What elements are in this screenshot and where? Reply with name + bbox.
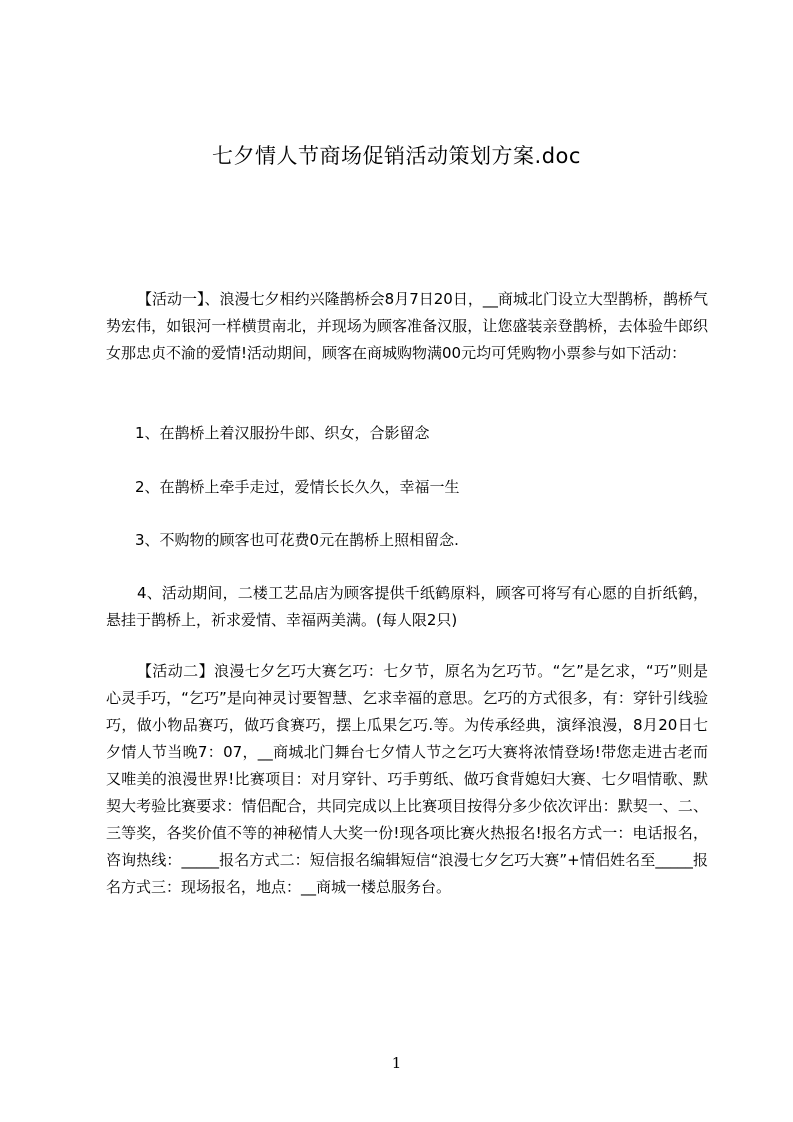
document-title: 七夕情人节商场促销活动策划方案.doc xyxy=(212,144,581,168)
list-item-2: 2、在鹊桥上牵手走过，爱情长长久久，幸福一生 xyxy=(135,478,460,496)
list-item-3: 3、不购物的顾客也可花费0元在鹊桥上照相留念. xyxy=(135,531,459,549)
list-item-1: 1、在鹊桥上着汉服扮牛郎、织女，合影留念 xyxy=(135,424,430,442)
paragraph-activity-two: 【活动二】浪漫七夕乞巧大赛乞巧：七夕节，原名为乞巧节。“乞”是乞求，“巧”则是心灵手巧，“乞巧”是向神灵讨要智慧、乞求幸福的意思。乞巧的方式很多，有：穿针引线验巧，做小物品赛巧，做巧食赛巧，摆上瓜果乞巧.等。为传承经典，演绎浪漫，8月20日七夕情人节当晚7：07，__商城北门舞台七夕情人节之乞巧大赛将浓情登场!带您走进古老而又唯美的浪漫世界!比赛项目：对月穿针、巧手剪纸、做巧食背媳妇大赛、七夕唱情歌、默契大考验比赛要求：情侣配合，共同完成以上比赛项目按得分多少依次评出：默契一、二、三等奖，各奖价值不等的神秘情人大奖一份!现各项比赛火热报名!报名方式一：电话报名，咨询热线：_____报名方式二：短信报名编辑短信“浪漫七夕乞巧大赛”+情侣姓名至_____报名方式三：现场报名，地点：__商城一楼总服务台。 xyxy=(106,662,708,896)
paragraph-activity-one: 【活动一】、浪漫七夕相约兴隆鹊桥会8月7日20日，__商城北门设立大型鹊桥，鹊桥气势宏伟，如银河一样横贯南北，并现场为顾客准备汉服，让您盛装亲登鹊桥，去体验牛郎织女那忠贞不渝的爱情!活动期间，顾客在商城购物满00元均可凭购物小票参与如下活动： xyxy=(106,290,708,362)
page-number: 1 xyxy=(391,1054,402,1072)
list-item-4: 4、活动期间，二楼工艺品店为顾客提供千纸鹤原料，顾客可将写有心愿的自折纸鹤，悬挂于鹊桥上，祈求爱情、幸福两美满。(每人限2只) xyxy=(106,584,708,629)
